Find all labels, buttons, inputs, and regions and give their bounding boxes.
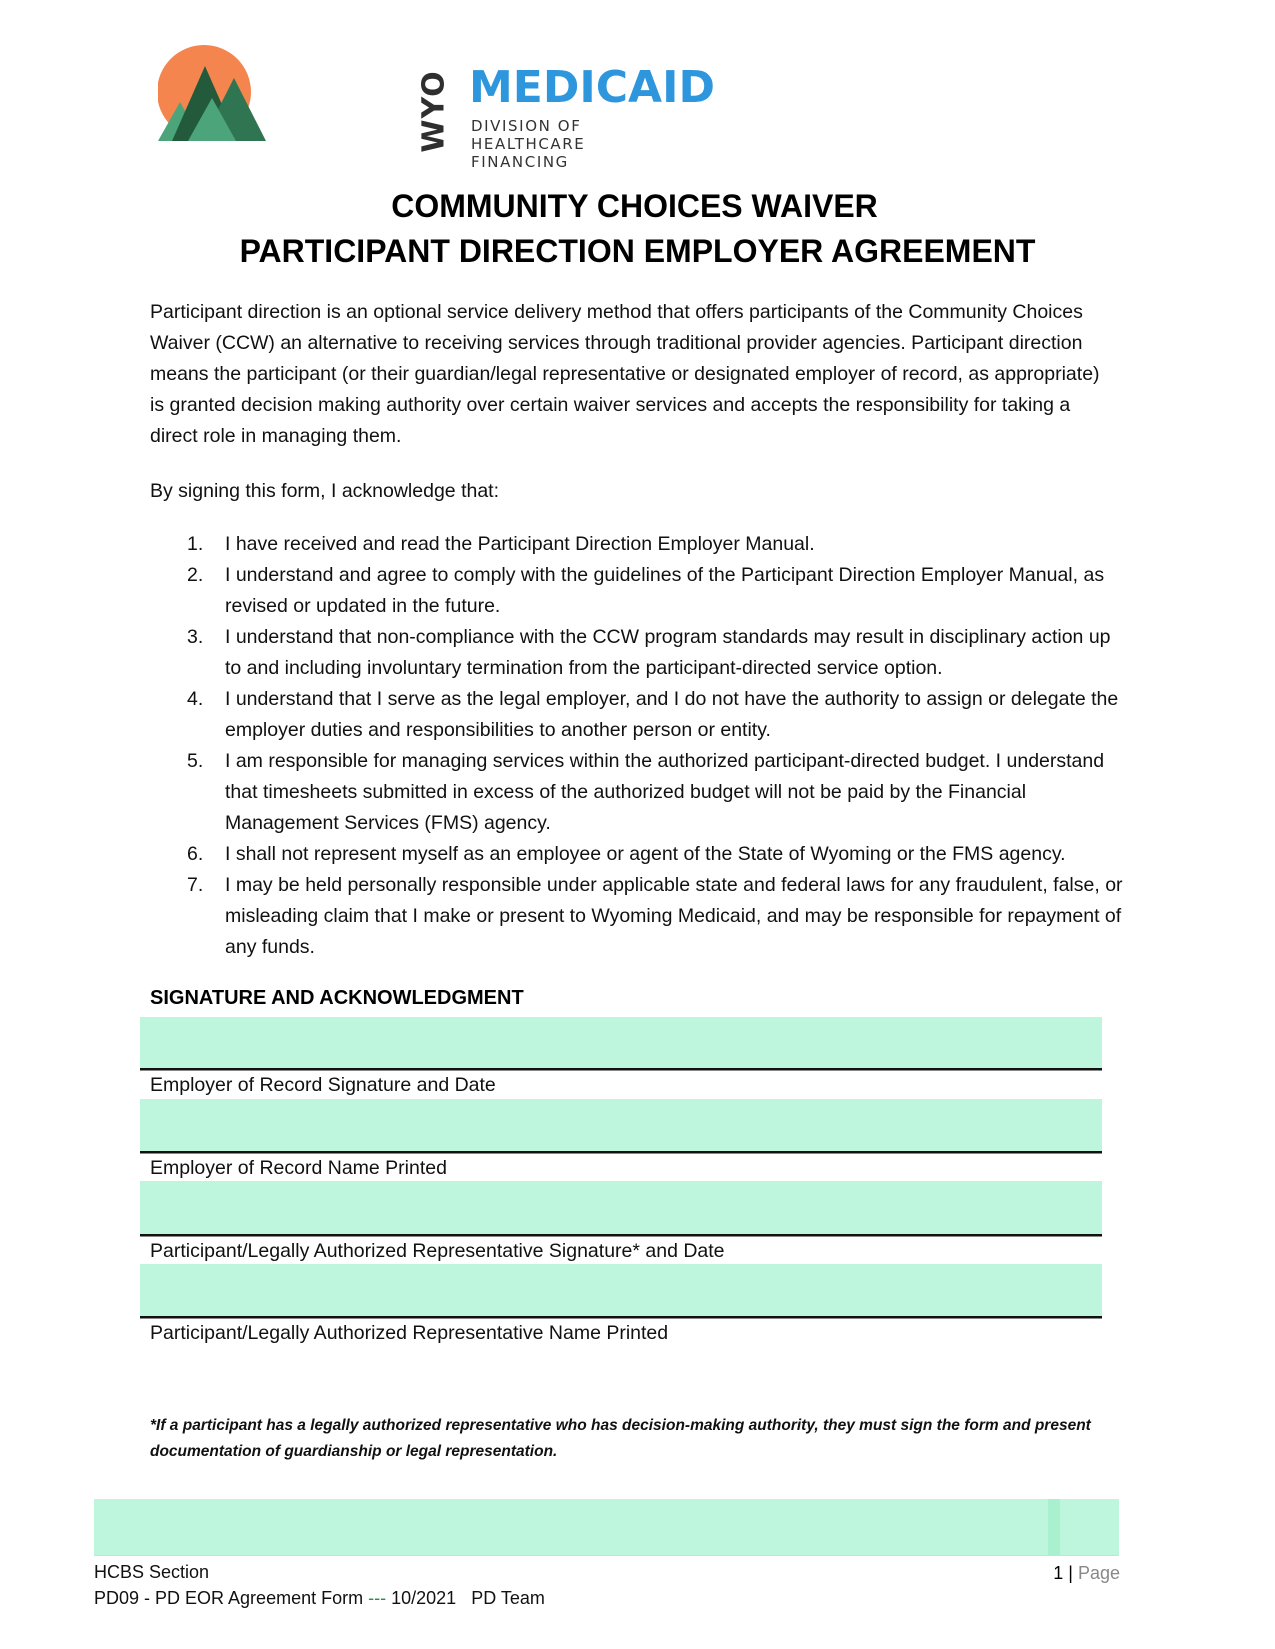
list-item-number: 2.	[187, 564, 204, 586]
representative-footnote: *If a participant has a legally authorized representative who has decision-making authority, they must sign the form and present documentation of guardianship or legal representation.	[150, 1417, 1091, 1460]
footer-separator: ---	[368, 1588, 387, 1608]
logo-wyo-text: WYO	[416, 70, 452, 153]
footer-form-field[interactable]	[94, 1499, 1119, 1556]
logo-subtitle	[471, 117, 585, 171]
list-item-number: 6.	[187, 843, 204, 865]
logo-subtitle-line1: DIVISION OF	[471, 117, 582, 135]
acknowledgment-list	[150, 529, 1130, 963]
list-item-number: 5.	[187, 750, 204, 772]
signature-section-heading: SIGNATURE AND ACKNOWLEDGMENT	[150, 987, 524, 1009]
employer-signature-date-label: Employer of Record Signature and Date	[150, 1074, 496, 1096]
page-number	[1000, 1560, 1120, 1586]
logo-brand-text: MEDICAID	[469, 62, 715, 113]
employer-signature-date-field[interactable]	[140, 1017, 1102, 1070]
logo-subtitle-line2: HEALTHCARE FINANCING	[471, 135, 586, 171]
list-item	[150, 529, 1130, 560]
footer-field-divider	[1048, 1499, 1060, 1555]
list-item-text: I have received and read the Participant Direction Employer Manual.	[225, 533, 815, 555]
list-item	[150, 684, 1130, 746]
page-title-line1: COMMUNITY CHOICES WAIVER	[391, 188, 878, 224]
page-number-value: 1	[1053, 1563, 1064, 1583]
list-item	[150, 560, 1130, 622]
list-item-text: I shall not represent myself as an employee or agent of the State of Wyoming or the FMS agency.	[225, 843, 1066, 865]
intro-paragraph: Participant direction is an optional service delivery method that offers participants of the Community Choices Waiver (CCW) an alternative to receiving services through traditional provider agencies. Participant direction means the participant (or their guardian/legal representative or designated employer of record, as appropriate) is granted decision making authority over certain waiver services and accepts the responsibility for taking a direct role in managing them.	[150, 301, 1100, 447]
list-item	[150, 746, 1130, 839]
wyo-medicaid-logo	[158, 44, 715, 171]
list-item-text: I may be held personally responsible under applicable state and federal laws for any fraudulent, false, or misleading claim that I make or present to Wyoming Medicaid, and may be responsible for repayment of any funds.	[225, 874, 1123, 958]
signature-line	[140, 1234, 1102, 1237]
list-item-text: I understand that I serve as the legal employer, and I do not have the authority to assign or delegate the employer duties and responsibilities to another person or entity.	[225, 688, 1119, 741]
footer-form-line	[94, 1585, 545, 1611]
list-item-number: 4.	[187, 688, 204, 710]
footer-info	[94, 1559, 545, 1611]
employer-name-printed-field[interactable]	[140, 1099, 1102, 1152]
list-item-number: 3.	[187, 626, 204, 648]
signature-line	[140, 1316, 1102, 1319]
footer-team: PD Team	[471, 1588, 545, 1608]
list-item-text: I understand that non-compliance with the CCW program standards may result in disciplinary action up to and including involuntary termination from the participant-directed service option.	[225, 626, 1111, 679]
participant-name-printed-field[interactable]	[140, 1264, 1102, 1317]
list-item	[150, 839, 1130, 870]
list-item-text: I am responsible for managing services within the authorized participant-directed budget. I understand that timesheets submitted in excess of the authorized budget will not be paid by the Financial Management Services (FMS) agency.	[225, 750, 1105, 834]
list-item-text: I understand and agree to comply with the guidelines of the Participant Direction Employer Manual, as revised or updated in the future.	[225, 564, 1105, 617]
page-title-line2: PARTICIPANT DIRECTION EMPLOYER AGREEMENT	[239, 233, 1036, 269]
employer-name-printed-label: Employer of Record Name Printed	[150, 1157, 447, 1179]
footer-section: HCBS Section	[94, 1562, 210, 1582]
footer-form-id: PD09 - PD EOR Agreement Form	[94, 1588, 364, 1608]
list-item-number: 1.	[187, 533, 204, 555]
participant-signature-date-label: Participant/Legally Authorized Representative Signature* and Date	[150, 1240, 725, 1262]
page-divider: |	[1068, 1563, 1073, 1583]
list-item	[150, 622, 1130, 684]
participant-name-printed-label: Participant/Legally Authorized Representative Name Printed	[150, 1322, 669, 1344]
list-item	[150, 870, 1130, 963]
mountain-sun-icon	[158, 44, 268, 148]
list-item-number: 7.	[187, 874, 204, 896]
signature-line	[140, 1151, 1102, 1154]
participant-signature-date-field[interactable]	[140, 1181, 1102, 1234]
footer-date: 10/2021	[391, 1588, 457, 1608]
acknowledge-lead-in: By signing this form, I acknowledge that:	[150, 480, 500, 502]
signature-line	[140, 1068, 1102, 1071]
page-label: Page	[1077, 1563, 1120, 1583]
